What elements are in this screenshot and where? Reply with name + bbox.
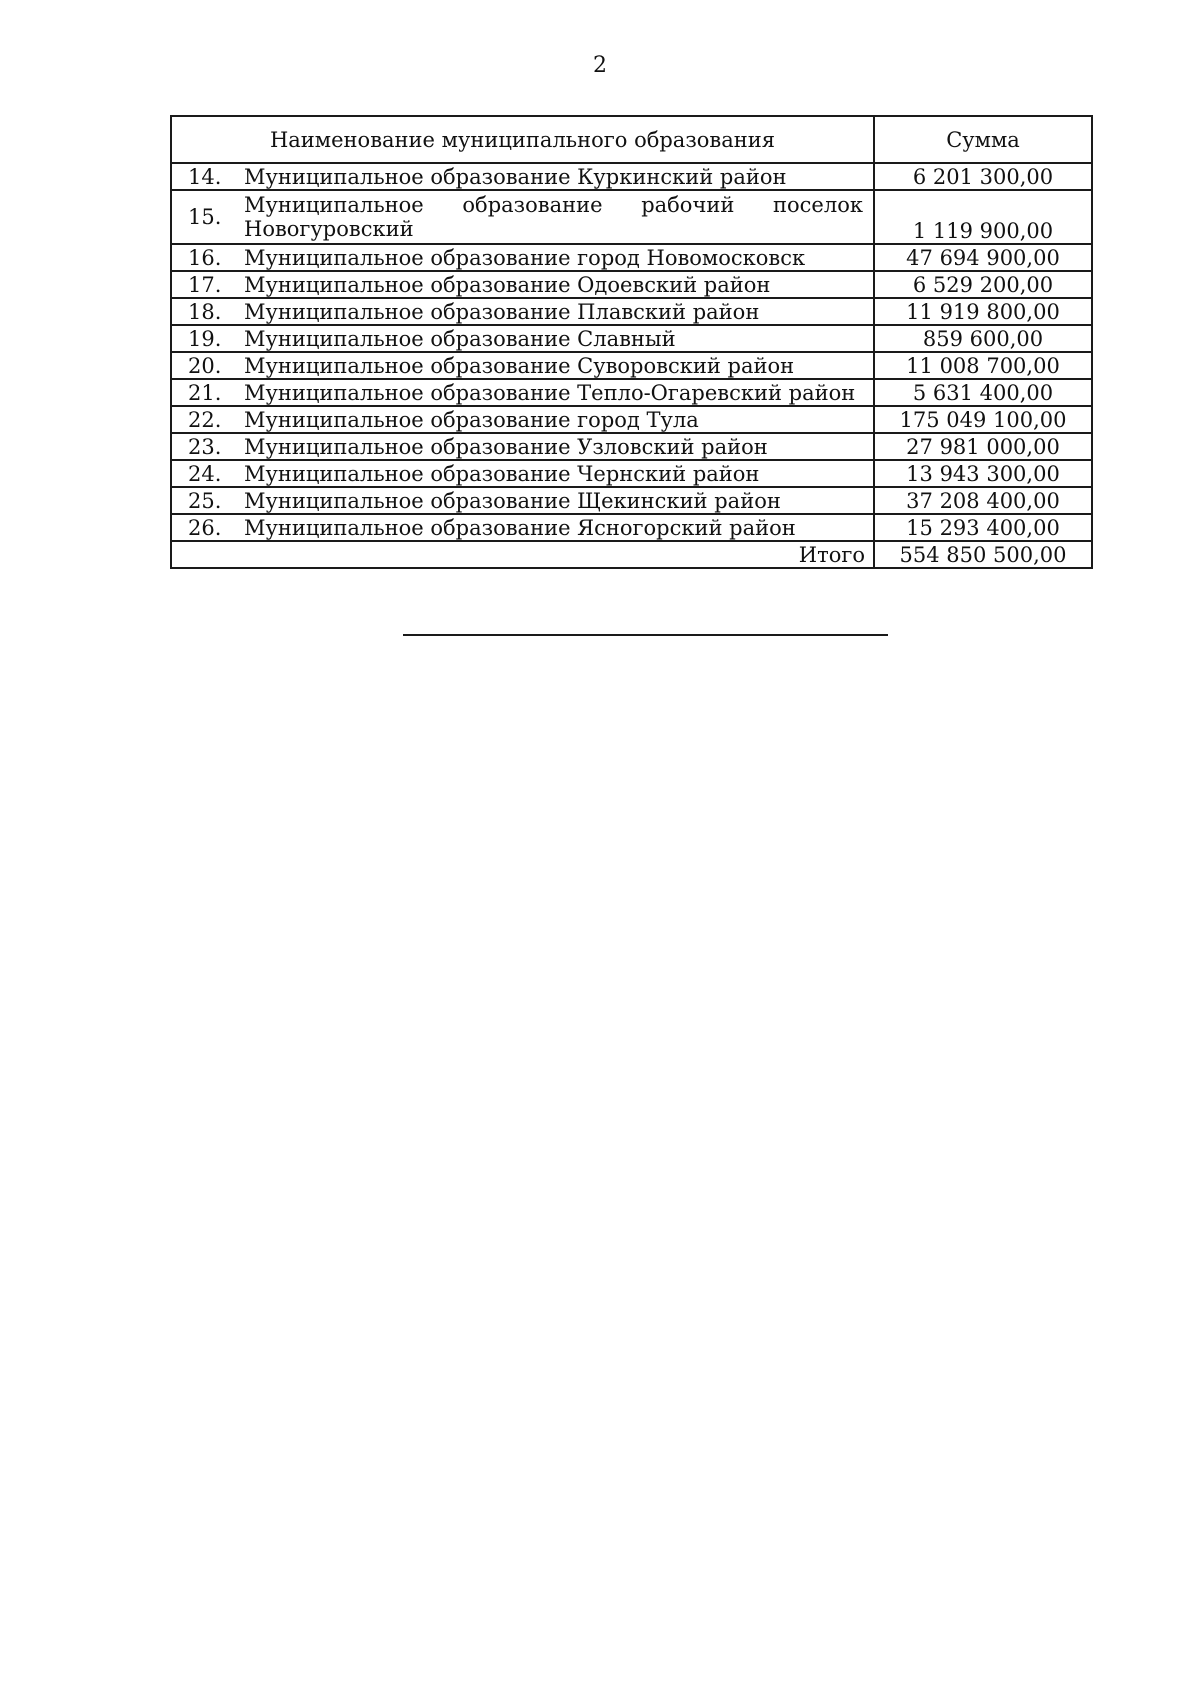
row-number: 24. xyxy=(188,461,222,486)
row-name xyxy=(244,193,873,241)
row-sum: 47 694 900,00 xyxy=(874,244,1092,271)
row-number: 25. xyxy=(188,488,222,513)
row-sum: 5 631 400,00 xyxy=(874,379,1092,406)
row-number: 20. xyxy=(188,353,222,378)
row-name: Муниципальное образование Узловский район xyxy=(244,434,768,459)
row-number: 14. xyxy=(188,164,222,189)
allocation-table xyxy=(170,115,1093,569)
row-number: 21. xyxy=(188,380,222,405)
row-name-word: образование xyxy=(462,193,603,217)
row-number: 19. xyxy=(188,326,222,351)
row-number: 16. xyxy=(188,245,222,270)
row-sum: 1 119 900,00 xyxy=(874,190,1092,244)
row-name: Муниципальное образование город Новомосковск xyxy=(244,245,806,270)
row-sum: 6 529 200,00 xyxy=(874,271,1092,298)
row-number: 26. xyxy=(188,515,222,540)
row-name: Муниципальное образование Славный xyxy=(244,326,676,351)
row-sum: 37 208 400,00 xyxy=(874,487,1092,514)
row-name-word: Муниципальное xyxy=(244,193,424,217)
row-sum: 11 008 700,00 xyxy=(874,352,1092,379)
row-sum: 859 600,00 xyxy=(874,325,1092,352)
table-row xyxy=(171,325,1092,352)
row-name: Муниципальное образование Ясногорский район xyxy=(244,515,796,540)
row-name-word: поселок xyxy=(773,193,863,217)
table-row xyxy=(171,298,1092,325)
row-name: Муниципальное образование Куркинский район xyxy=(244,164,787,189)
row-name: Муниципальное образование Плавский район xyxy=(244,299,760,324)
table-row xyxy=(171,244,1092,271)
table-row xyxy=(171,460,1092,487)
row-number: 17. xyxy=(188,272,222,297)
row-name: Муниципальное образование Одоевский район xyxy=(244,272,771,297)
row-name: Муниципальное образование Тепло-Огаревский район xyxy=(244,380,856,405)
table-row xyxy=(171,379,1092,406)
row-sum: 175 049 100,00 xyxy=(874,406,1092,433)
table-row xyxy=(171,487,1092,514)
row-number: 15. xyxy=(188,205,222,229)
row-name: Муниципальное образование город Тула xyxy=(244,407,699,432)
row-name: Муниципальное образование Суворовский район xyxy=(244,353,795,378)
row-number: 22. xyxy=(188,407,222,432)
table-row xyxy=(171,406,1092,433)
header-sum: Сумма xyxy=(874,116,1092,163)
row-name: Муниципальное образование Чернский район xyxy=(244,461,760,486)
table-row xyxy=(171,352,1092,379)
row-sum: 13 943 300,00 xyxy=(874,460,1092,487)
table-row xyxy=(171,190,1092,244)
page-number: 2 xyxy=(593,53,607,78)
table-row xyxy=(171,514,1092,541)
row-sum: 27 981 000,00 xyxy=(874,433,1092,460)
table-row xyxy=(171,163,1092,190)
table-row xyxy=(171,271,1092,298)
row-name: Муниципальное образование Щекинский район xyxy=(244,488,781,513)
end-divider xyxy=(403,634,888,636)
row-sum: 15 293 400,00 xyxy=(874,514,1092,541)
table-header-row xyxy=(171,116,1092,163)
table-row xyxy=(171,433,1092,460)
row-number: 23. xyxy=(188,434,222,459)
row-sum: 11 919 800,00 xyxy=(874,298,1092,325)
total-row xyxy=(171,541,1092,568)
header-name: Наименование муниципального образования xyxy=(171,116,874,163)
row-name-line2: Новогуровский xyxy=(244,217,414,241)
total-sum: 554 850 500,00 xyxy=(874,541,1092,568)
row-name-word: рабочий xyxy=(641,193,735,217)
total-label: Итого xyxy=(171,541,874,568)
row-sum: 6 201 300,00 xyxy=(874,163,1092,190)
row-number: 18. xyxy=(188,299,222,324)
